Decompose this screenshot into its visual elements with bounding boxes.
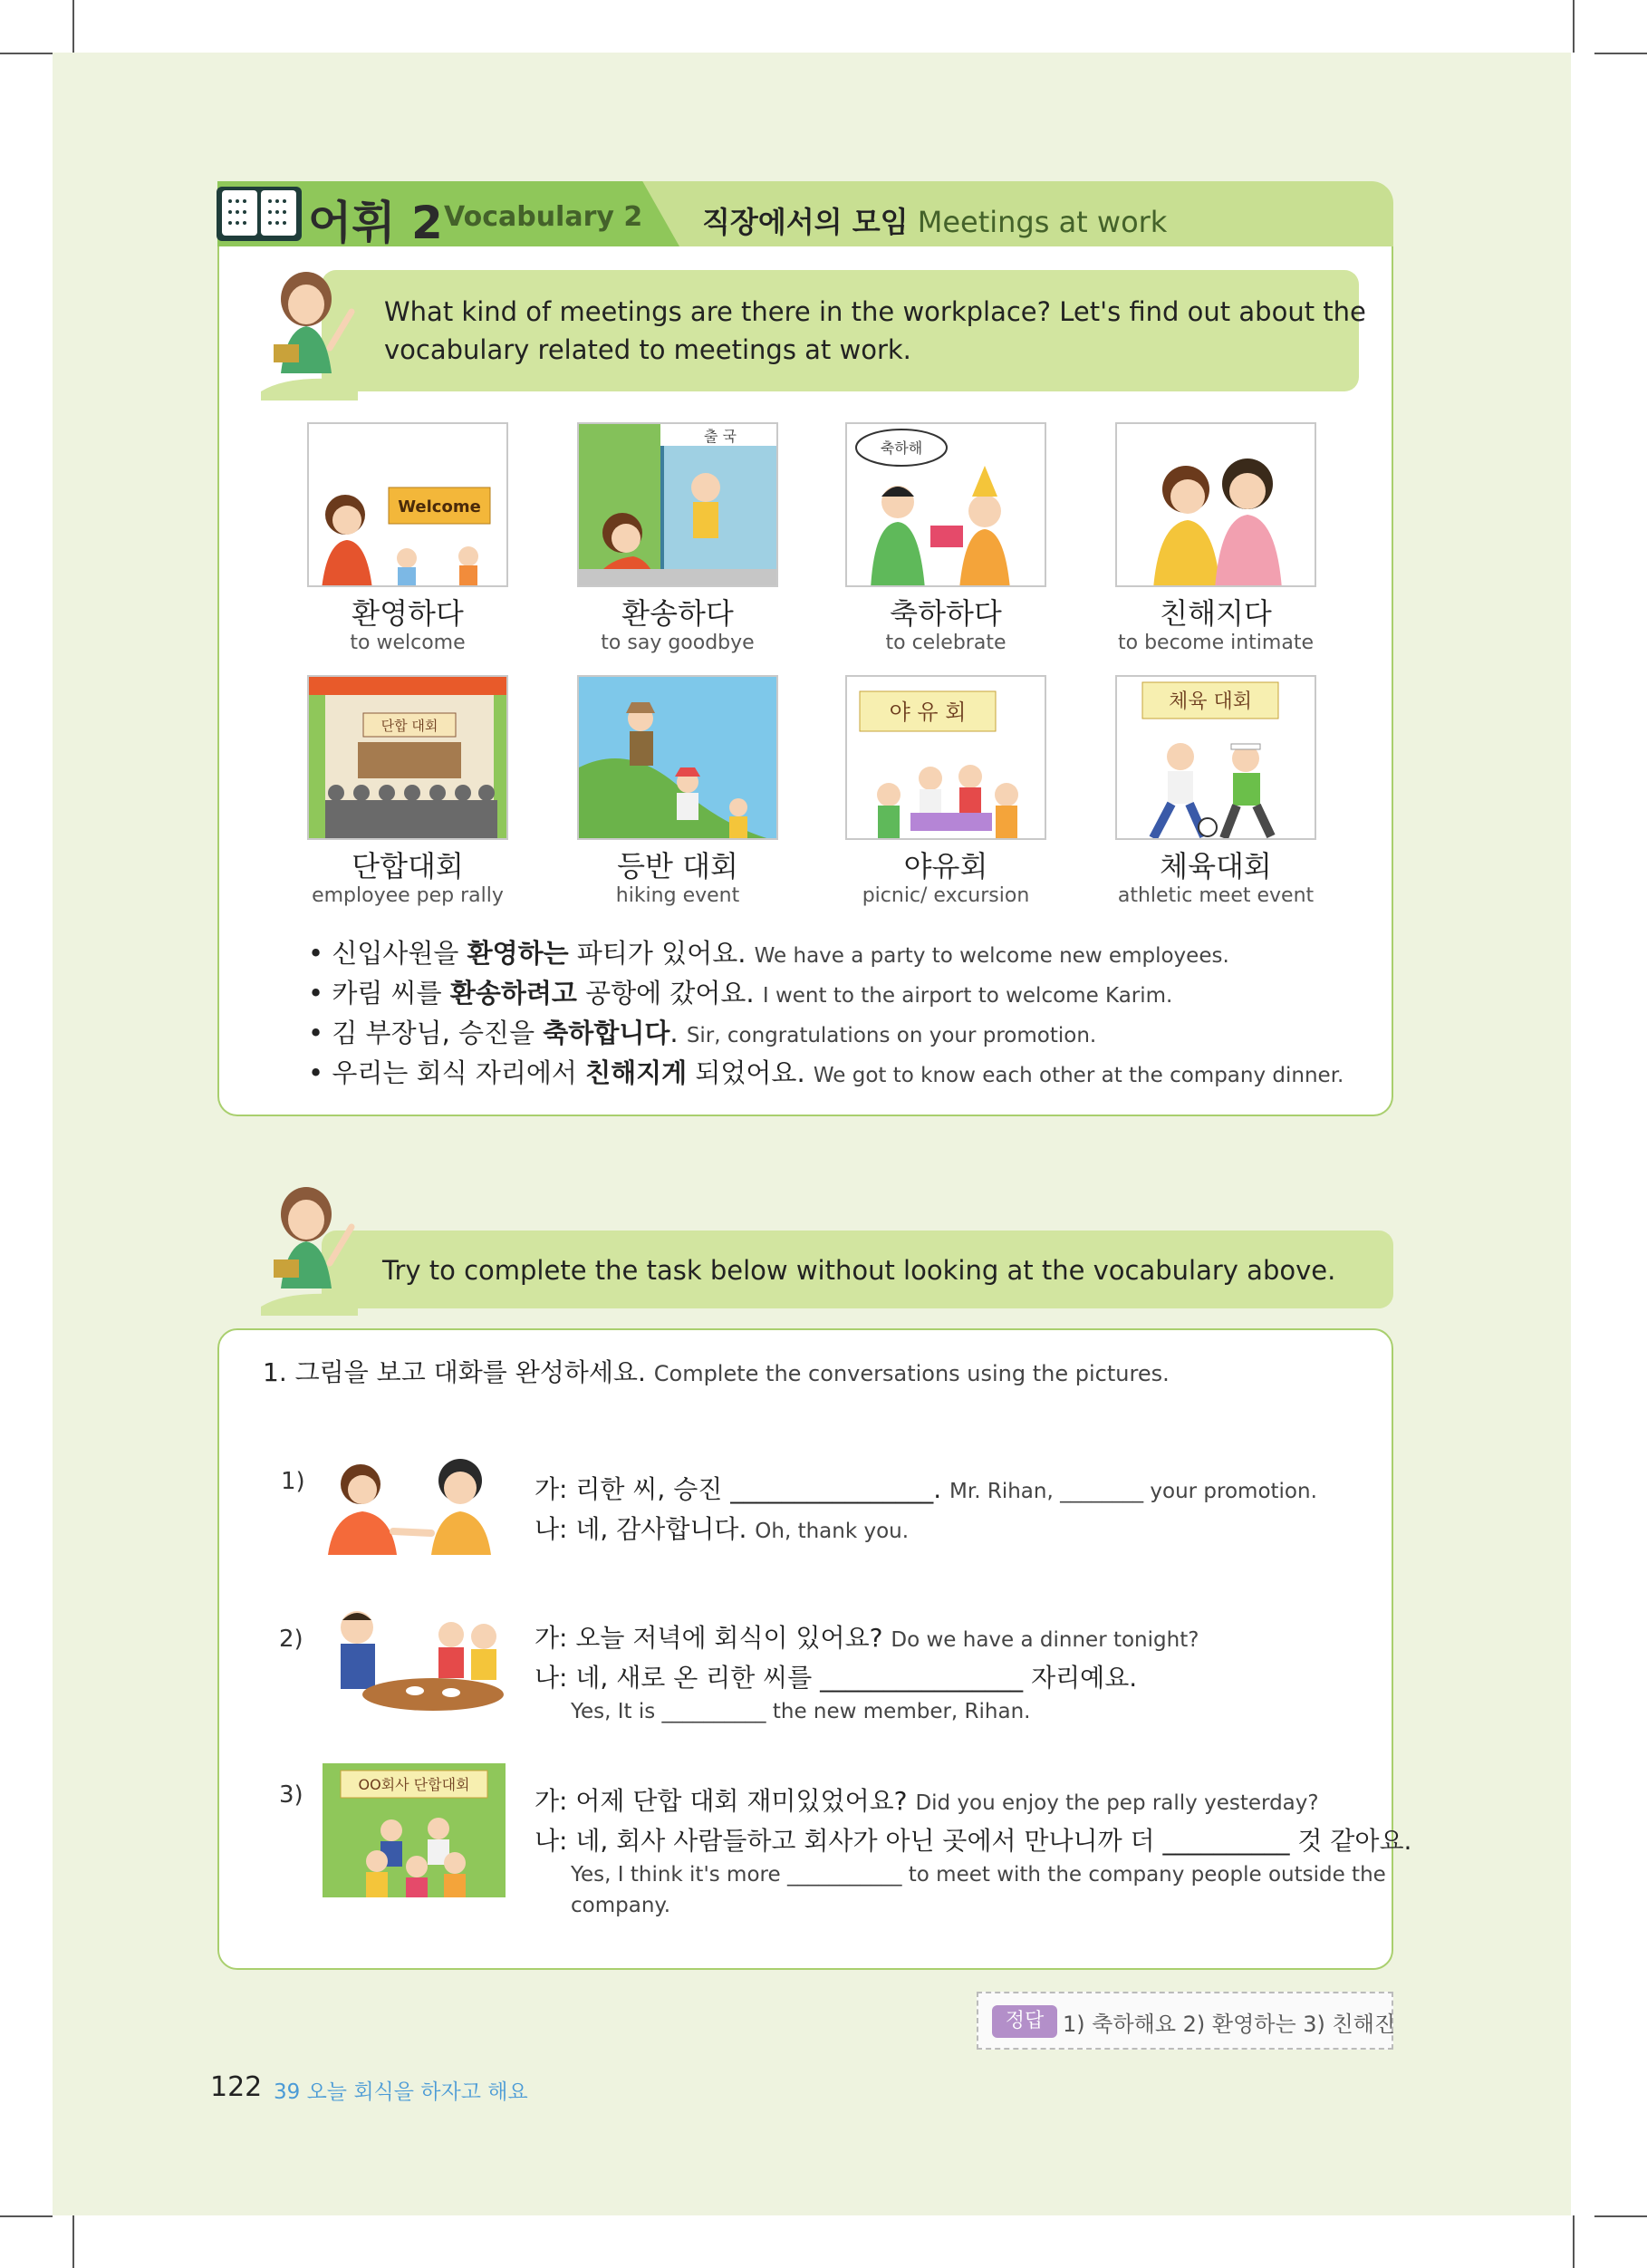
dialogue-line-a: 가: 어제 단합 대회 재미있었어요? Did you enjoy the pep rally yesterday?: [535, 1786, 1319, 1816]
vocab-en-welcome: to welcome: [350, 632, 466, 654]
question-title: 1. 그림을 보고 대화를 완성하세요. Complete the conversations using the pictures.: [263, 1357, 1170, 1387]
exercise-number: 1): [281, 1468, 305, 1495]
answer-text: 1) 축하해요 2) 환영하는 3) 친해진: [1063, 2012, 1396, 2037]
exercise-image-dinner: [324, 1600, 506, 1713]
example-sentence: • 우리는 회식 자리에서 친해지게 되었어요. We got to know each other at the company dinner.: [308, 1057, 1344, 1088]
vocab-image-picnic: [845, 675, 1046, 840]
task-instruction-text: Try to complete the task below without looking at the vocabulary above.: [382, 1255, 1336, 1286]
vocab-ko-hiking-event: 등반 대회: [617, 849, 738, 883]
vocab-image-pep-rally: [307, 675, 508, 840]
vocab-image-celebrate: [845, 422, 1046, 587]
dialogue-line-a: 가: 리한 씨, 승진 ________________. Mr. Rihan, ________ your promotion.: [535, 1474, 1317, 1504]
dialogue-translation: Yes, I think it's more ___________ to meet with the company people outside the: [571, 1863, 1386, 1887]
section-topic: [702, 199, 1167, 241]
crop-mark: [1594, 53, 1647, 54]
example-sentence: • 김 부장님, 승진을 축하합니다. Sir, congratulations on your promotion.: [308, 1018, 1097, 1048]
vocab-en-pep-rally: employee pep rally: [312, 884, 504, 907]
vocab-en-say-goodbye: to say goodbye: [601, 632, 755, 654]
pep-rally-banner-text: 단합 대회: [380, 718, 438, 734]
vocab-ko-celebrate: 축하하다: [890, 596, 1002, 631]
vocab-en-picnic: picnic/ excursion: [862, 884, 1030, 907]
exercise-number: 3): [279, 1781, 303, 1809]
vocab-ko-athletic-meet: 체육대회: [1160, 849, 1272, 883]
exercise-banner-text: OO회사 단합대회: [358, 1776, 470, 1793]
vocab-ko-welcome: 환영하다: [352, 596, 464, 631]
vocab-image-hiking-event: [577, 675, 778, 840]
vocab-image-welcome: [307, 422, 508, 587]
departure-sign-text: 출 국: [704, 428, 737, 445]
vocab-ko-pep-rally: 단합대회: [352, 849, 464, 883]
crop-mark: [1573, 0, 1575, 53]
topic-korean: 직장에서의 모임: [702, 205, 909, 239]
vocab-en-become-intimate: to become intimate: [1118, 632, 1314, 654]
topic-english: Meetings at work: [917, 205, 1168, 239]
vocab-ko-picnic: 야유회: [903, 849, 988, 883]
answer-badge: 정답: [992, 2005, 1057, 2038]
section-subtitle: Vocabulary 2: [444, 201, 643, 233]
vocab-image-athletic-meet: [1115, 675, 1316, 840]
picnic-banner-text: 야 유 회: [889, 700, 967, 725]
intro-text-line2: vocabulary related to meetings at work.: [384, 334, 911, 365]
dialogue-line-a: 가: 오늘 저녁에 회식이 있어요? Do we have a dinner tonight?: [535, 1623, 1199, 1653]
vocab-image-say-goodbye: [577, 422, 778, 587]
dialogue-line-b: 나: 네, 감사합니다. Oh, thank you.: [535, 1514, 910, 1544]
vocab-ko-become-intimate: 친해지다: [1160, 596, 1272, 631]
exercise-image-pep-rally: [323, 1763, 506, 1897]
crop-mark: [72, 2215, 74, 2268]
chapter-title: 39 오늘 회식을 하자고 해요: [274, 2080, 528, 2104]
example-sentence: • 카림 씨를 환송하려고 공항에 갔어요. I went to the airport to welcome Karim.: [308, 978, 1173, 1009]
celebrate-speech-text: 축하해: [880, 439, 923, 457]
dialogue-translation-cont: company.: [571, 1894, 671, 1917]
vocab-ko-say-goodbye: 환송하다: [621, 596, 734, 631]
teacher-icon: [254, 265, 362, 401]
dialogue-translation: Yes, It is __________ the new member, Rihan.: [571, 1700, 1031, 1723]
crop-mark: [72, 0, 74, 53]
crop-mark: [1594, 2215, 1647, 2217]
crop-mark: [1573, 2215, 1575, 2268]
exercise-number: 2): [279, 1626, 303, 1653]
dialogue-line-b: 나: 네, 회사 사람들하고 회사가 아닌 곳에서 만나니까 더 __________ 것 같아요.: [535, 1826, 1412, 1856]
page-number: 122: [210, 2071, 263, 2103]
section-title: 어휘 2: [308, 197, 443, 249]
vocab-en-hiking-event: hiking event: [615, 884, 740, 907]
example-sentence: • 신입사원을 환영하는 파티가 있어요. We have a party to welcome new employees.: [308, 938, 1229, 969]
welcome-banner-text: Welcome: [398, 497, 481, 516]
vocab-en-athletic-meet: athletic meet event: [1117, 884, 1315, 907]
exercise-image-promotion: [324, 1443, 506, 1555]
dialogue-line-b: 나: 네, 새로 온 리한 씨를 ________________ 자리예요.: [535, 1663, 1138, 1693]
vocab-en-celebrate: to celebrate: [885, 632, 1006, 654]
intro-text-line1: What kind of meetings are there in the workplace? Let's find out about the: [384, 296, 1366, 327]
vocab-image-become-intimate: [1115, 422, 1316, 587]
crop-mark: [0, 53, 53, 54]
crop-mark: [0, 2215, 53, 2217]
teacher-icon: [254, 1180, 362, 1316]
athletic-banner-text: 체육 대회: [1168, 690, 1253, 713]
book-icon: [214, 181, 304, 246]
